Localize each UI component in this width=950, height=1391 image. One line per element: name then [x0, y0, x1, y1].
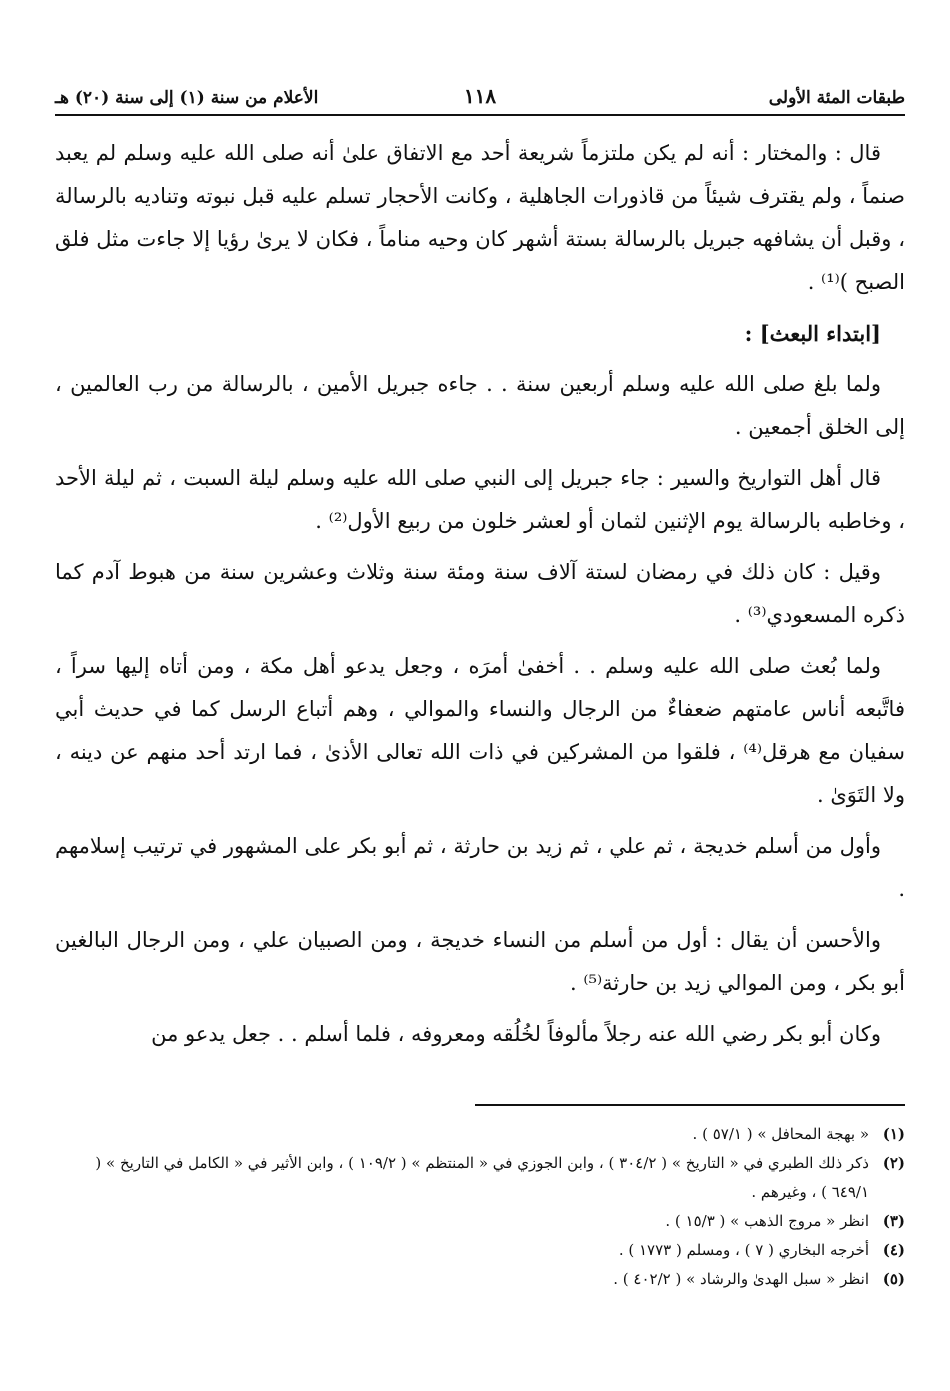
section-title: الأعلام من سنة (١) إلى سنة (٢٠) هـ	[55, 88, 319, 108]
paragraph: وأول من أسلم خديجة ، ثم علي ، ثم زيد بن حارثة ، ثم أبو بكر على المشهور في ترتيب إسلامهم .	[55, 834, 905, 901]
footnote-divider	[475, 1104, 905, 1106]
paragraph: وقيل : كان ذلك في رمضان لستة آلاف سنة ومئة سنة وثلاث وعشرين سنة من هبوط آدم كما ذكره المسعودي⁽³⁾ .	[55, 560, 905, 627]
footnote-text: انظر « مروج الذهب » ( ١٥/٣ ) .	[665, 1212, 869, 1230]
paragraph: والأحسن أن يقال : أول من أسلم من النساء خديجة ، ومن الصبيان علي ، ومن الرجال البالغين أبو بكر ، ومن الموالي زيد بن حارثة⁽⁵⁾ .	[55, 928, 905, 995]
footnote	[55, 1120, 905, 1149]
footnote-number: (٤)	[882, 1241, 905, 1259]
paragraph: ولما بلغ صلى الله عليه وسلم أربعين سنة . . جاءه جبريل الأمين ، بالرسالة من رب العالمين ، إلى الخلق أجمعين .	[55, 372, 905, 439]
paragraph: ولما بُعث صلى الله عليه وسلم . . أخفىٰ أمرَه ، وجعل يدعو أهل مكة ، ومن أتاه إليها سراً ، فاتَّبعه أناس عامتهم ضعفاءٌ من الرجال والنساء والموالي ، وهم أتباع الرسل كما في حديث أبي سفيان مع هرقل⁽⁴⁾ ، فلقوا من المشركين في ذات الله تعالى الأذىٰ ، فما ارتد أحد منهم عن دينه ، ولا التَوَىٰ .	[55, 654, 905, 807]
page-number: ١١٨	[463, 84, 497, 108]
footnote-text: انظر « سبل الهدىٰ والرشاد » ( ٤٠٢/٢ ) .	[613, 1270, 869, 1288]
paragraph: وكان أبو بكر رضي الله عنه رجلاً مألوفاً لخُلُقه ومعروفه ، فلما أسلم . . جعل يدعو من	[151, 1022, 881, 1046]
footnotes	[55, 1120, 905, 1294]
footnote	[55, 1236, 905, 1265]
section-heading: [ابتداء البعث] :	[744, 321, 881, 346]
footnote-text: ذكر ذلك الطبري في « التاريخ » ( ٣٠٤/٢ ) ، وابن الجوزي في « المنتظم » ( ١٠٩/٢ ) ، وابن الأثير في « الكامل في التاريخ » ( ٦٤٩/١ ) ، وغيرهم .	[95, 1154, 869, 1201]
footnote	[55, 1149, 905, 1207]
running-header	[55, 80, 905, 116]
footnote-number: (٣)	[882, 1212, 905, 1230]
book-title: طبقات المئة الأولى	[768, 88, 905, 108]
body-text	[55, 132, 905, 1064]
footnote-text: « بهجة المحافل » ( ٥٧/١ ) .	[692, 1125, 869, 1143]
paragraph: قال : والمختار : أنه لم يكن ملتزماً شريعة أحد مع الاتفاق علىٰ أنه صلى الله عليه وسلم لم يعبد صنماً ، ولم يقترف شيئاً من قاذورات الجاهلية ، وكانت الأحجار تسلم عليه قبل نبوته وتناديه بالرسالة ، وقبل أن يشافهه جبريل بالرسالة بستة أشهر كان وحيه مناماً ، فكان لا يرىٰ رؤيا إلا جاءت مثل فلق الصبح )⁽¹⁾ .	[55, 141, 905, 294]
footnote	[55, 1265, 905, 1294]
footnote-number: (٢)	[882, 1154, 905, 1172]
footnote	[55, 1207, 905, 1236]
paragraph: قال أهل التواريخ والسير : جاء جبريل إلى النبي صلى الله عليه وسلم ليلة السبت ، ثم ليلة الأحد ، وخاطبه بالرسالة يوم الإثنين لثمان أو لعشر خلون من ربيع الأول⁽²⁾ .	[55, 466, 905, 533]
footnote-number: (٥)	[882, 1270, 905, 1288]
footnote-number: (١)	[882, 1125, 905, 1143]
footnote-text: أخرجه البخاري ( ٧ ) ، ومسلم ( ١٧٧٣ ) .	[618, 1241, 869, 1259]
